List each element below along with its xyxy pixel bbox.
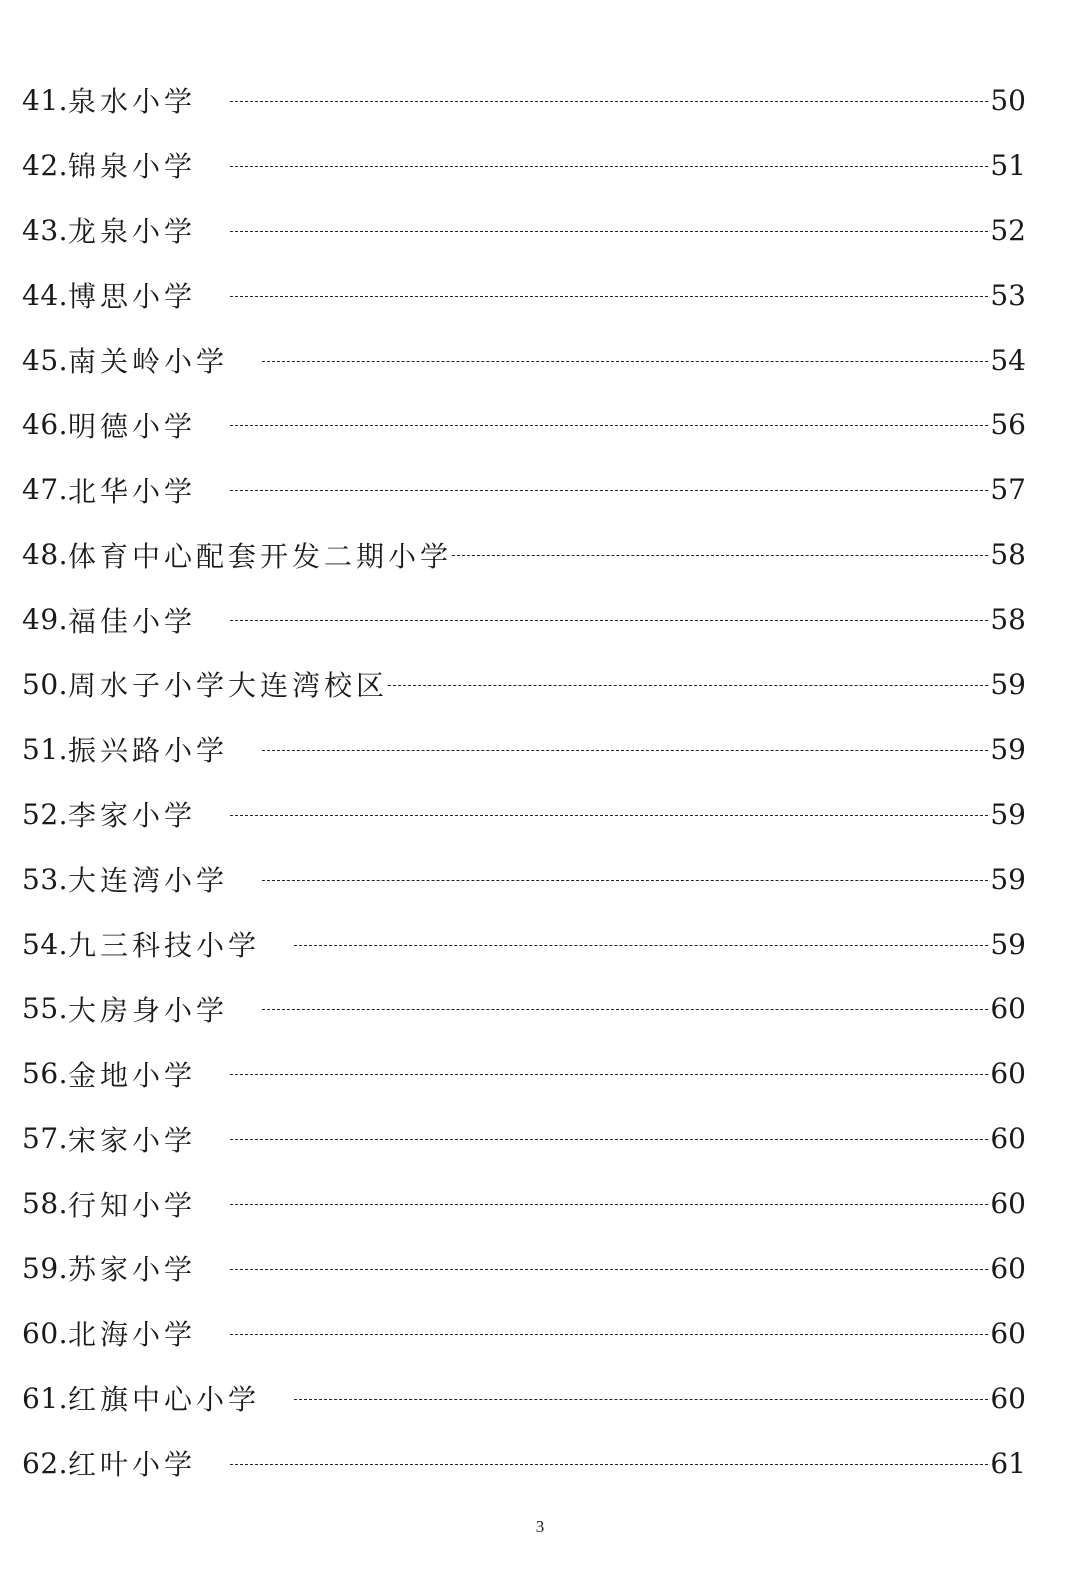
- toc-entry-page: 59: [990, 862, 1026, 896]
- toc-leader-line: [262, 361, 988, 362]
- toc-entry-page: 60: [990, 1122, 1026, 1156]
- toc-entry-title: 金地小学: [68, 1058, 197, 1092]
- toc-entry-page: 60: [990, 992, 1026, 1026]
- toc-leader-line: [230, 490, 988, 491]
- toc-entry-number: 46.: [22, 408, 69, 442]
- toc-entry-title: 行知小学: [68, 1188, 197, 1222]
- toc-leader-line: [452, 555, 988, 556]
- toc-leader-line: [230, 296, 988, 297]
- toc-entry-title: 周水子小学大连湾校区: [68, 669, 389, 703]
- toc-entry-number: 62.: [22, 1446, 69, 1480]
- toc-leader-line: [388, 685, 988, 686]
- toc-leader-line: [230, 1464, 988, 1465]
- toc-entry-title: 振兴路小学: [68, 734, 229, 768]
- toc-entry-page: 51: [990, 148, 1026, 182]
- toc-entry-page: 53: [990, 278, 1026, 312]
- toc-entry: [22, 1236, 1026, 1301]
- toc-entry-title: 九三科技小学: [68, 929, 261, 963]
- table-of-contents: [22, 68, 1026, 1496]
- toc-entry-number: 57.: [22, 1122, 69, 1156]
- toc-entry: [22, 1041, 1026, 1106]
- toc-entry-number: 44.: [22, 278, 69, 312]
- toc-entry-page: 60: [990, 1316, 1026, 1350]
- toc-leader-line: [230, 1334, 988, 1335]
- toc-entry: [22, 392, 1026, 457]
- toc-entry: [22, 1106, 1026, 1171]
- toc-entry-number: 54.: [22, 927, 69, 961]
- toc-entry-number: 45.: [22, 343, 69, 377]
- toc-entry-title: 泉水小学: [68, 85, 197, 119]
- toc-leader-line: [230, 231, 988, 232]
- toc-entry-title: 宋家小学: [68, 1123, 197, 1157]
- toc-entry-title: 苏家小学: [68, 1253, 197, 1287]
- toc-leader-line: [262, 880, 988, 881]
- toc-entry-page: 50: [990, 83, 1026, 117]
- toc-entry: [22, 522, 1026, 587]
- toc-entry: [22, 263, 1026, 328]
- toc-leader-line: [230, 1204, 988, 1205]
- toc-entry: [22, 133, 1026, 198]
- toc-entry-page: 61: [990, 1446, 1026, 1480]
- toc-leader-line: [230, 620, 988, 621]
- toc-entry-title: 博思小学: [68, 280, 197, 314]
- toc-entry-page: 54: [990, 343, 1026, 377]
- toc-entry-page: 60: [990, 1251, 1026, 1285]
- toc-entry: [22, 782, 1026, 847]
- toc-leader-line: [262, 1009, 988, 1010]
- toc-entry-title: 李家小学: [68, 799, 197, 833]
- toc-entry-number: 51.: [22, 732, 69, 766]
- toc-entry-page: 58: [990, 538, 1026, 572]
- toc-leader-line: [230, 101, 988, 102]
- toc-entry: [22, 587, 1026, 652]
- toc-entry-title: 大房身小学: [68, 993, 229, 1027]
- toc-entry-title: 明德小学: [68, 409, 197, 443]
- toc-entry-number: 47.: [22, 473, 69, 507]
- toc-entry-number: 48.: [22, 538, 69, 572]
- toc-entry-page: 59: [990, 797, 1026, 831]
- toc-entry-page: 56: [990, 408, 1026, 442]
- toc-entry: [22, 976, 1026, 1041]
- toc-leader-line: [294, 945, 988, 946]
- toc-entry-number: 43.: [22, 213, 69, 247]
- toc-entry: [22, 652, 1026, 717]
- toc-entry-page: 60: [990, 1057, 1026, 1091]
- page-number: 3: [535, 1517, 545, 1536]
- toc-entry-title: 红旗中心小学: [68, 1383, 261, 1417]
- toc-entry-number: 53.: [22, 862, 69, 896]
- toc-entry: [22, 717, 1026, 782]
- toc-entry: [22, 912, 1026, 977]
- toc-leader-line: [230, 1139, 988, 1140]
- toc-entry-title: 红叶小学: [68, 1448, 197, 1482]
- toc-leader-line: [230, 425, 988, 426]
- toc-entry: [22, 68, 1026, 133]
- toc-entry: [22, 457, 1026, 522]
- toc-entry-number: 55.: [22, 992, 69, 1026]
- toc-entry-number: 56.: [22, 1057, 69, 1091]
- toc-entry-title: 龙泉小学: [68, 215, 197, 249]
- toc-entry-number: 49.: [22, 603, 69, 637]
- toc-entry-title: 福佳小学: [68, 604, 197, 638]
- toc-entry-page: 59: [990, 732, 1026, 766]
- toc-leader-line: [230, 166, 988, 167]
- toc-entry-title: 北华小学: [68, 474, 197, 508]
- toc-entry-page: 59: [990, 927, 1026, 961]
- toc-entry-page: 59: [990, 667, 1026, 701]
- toc-entry-number: 58.: [22, 1187, 69, 1221]
- toc-entry-page: 60: [990, 1187, 1026, 1221]
- toc-leader-line: [262, 750, 988, 751]
- toc-entry-number: 41.: [22, 83, 69, 117]
- toc-entry-title: 南关岭小学: [68, 345, 229, 378]
- toc-entry-title: 锦泉小学: [68, 150, 197, 184]
- toc-entry-number: 59.: [22, 1251, 69, 1285]
- toc-entry-number: 61.: [22, 1381, 69, 1415]
- toc-entry-page: 60: [990, 1381, 1026, 1415]
- toc-entry-number: 50.: [22, 667, 69, 701]
- toc-leader-line: [294, 1399, 988, 1400]
- toc-entry-title: 大连湾小学: [68, 864, 229, 898]
- toc-entry-number: 60.: [22, 1316, 69, 1350]
- toc-entry: [22, 1171, 1026, 1236]
- toc-entry-page: 57: [990, 473, 1026, 507]
- toc-entry: [22, 1301, 1026, 1366]
- toc-leader-line: [230, 815, 988, 816]
- toc-leader-line: [230, 1074, 988, 1075]
- toc-entry: [22, 847, 1026, 912]
- toc-entry: [22, 1366, 1026, 1431]
- toc-entry-title: 体育中心配套开发二期小学: [68, 539, 453, 573]
- toc-entry-number: 52.: [22, 797, 69, 831]
- toc-entry-title: 北海小学: [68, 1318, 197, 1352]
- toc-entry-page: 52: [990, 213, 1026, 247]
- toc-leader-line: [230, 1269, 988, 1270]
- toc-entry: [22, 328, 1026, 393]
- toc-entry: [22, 198, 1026, 263]
- toc-entry-number: 42.: [22, 148, 69, 182]
- toc-entry-page: 58: [990, 603, 1026, 637]
- toc-entry: [22, 1431, 1026, 1496]
